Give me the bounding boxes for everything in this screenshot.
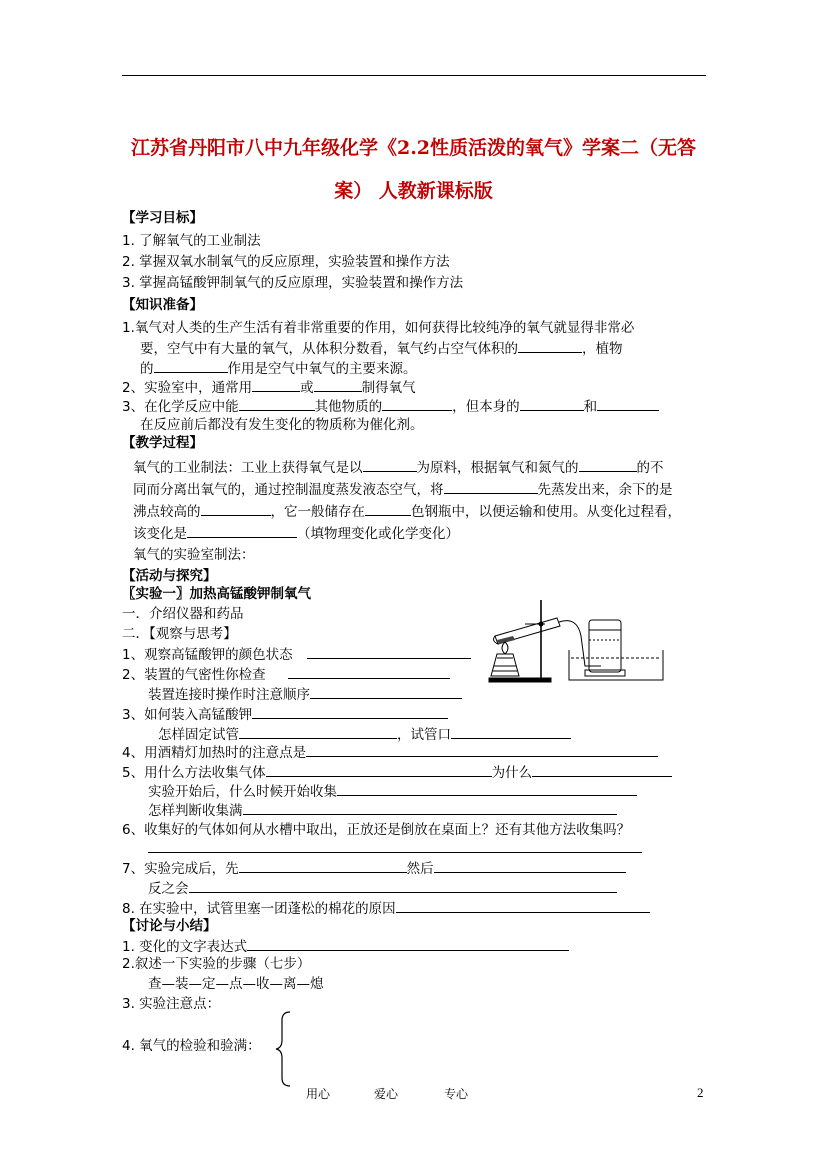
process-line: 同而分离出氧气的，通过控制温度蒸发液态空气，将 先蒸发出来，余下的是 [133,479,673,500]
discuss-2: 2.叙述一下实验的步骤（七步） [122,956,311,972]
question-8: 8. 在实验中，试管里塞一团蓬松的棉花的原因 [122,898,650,919]
process-line: 沸点较高的 ，它一般储存在 色钢瓶中，以便运输和使用。从变化过程看， [133,501,681,522]
goal-item: 1. 了解氧气的工业制法 [122,233,261,249]
question-3b: 怎样固定试管 ，试管口 [158,724,571,745]
prep-line: 要，空气中有大量的氧气，从体积分数看，氧气约占空气体积的 ，植物 [140,338,623,359]
goal-item: 3. 掌握高锰酸钾制氧气的反应原理，实验装置和操作方法 [122,275,464,291]
experiment-step: 二．【观察与思考】 [122,626,237,642]
discuss-4: 4. 氧气的检验和验满： [122,1038,261,1054]
section-discuss: 【讨论与小结】 [122,918,217,934]
question-4: 4、用酒精灯加热时的注意点是 [122,742,658,763]
question-6: 6、收集好的气体如何从水槽中取出，正放还是倒放在桌面上？还有其他方法收集吗？ [122,822,631,838]
page-number: 2 [697,1085,704,1100]
header-rule [122,75,706,76]
doc-title-line1: 江苏省丹阳市八中九年级化学《2.2性质活泼的氧气》学案二（无答 [130,137,697,159]
apparatus-diagram [485,596,680,684]
answer-line [148,852,642,853]
prep-line: 3、在化学反应中能 其他物质的 ，但本身的 和 [122,396,659,417]
prep-line: 2、实验室中，通常用 或 制得氧气 [122,377,416,398]
section-activity: 【活动与探究】 [122,568,217,584]
prep-line: 1.氧气对人类的生产生活有着非常重要的作用，如何获得比较纯净的氧气就显得非常必 [122,320,635,336]
question-2b: 装置连接时操作时注意顺序 [148,684,462,705]
footer-text: 用心 [306,1087,331,1101]
discuss-3: 3. 实验注意点： [122,996,221,1012]
process-line: 氧气的工业制法：工业上获得氧气是以 为原料，根据氧气和氮气的 的不 [133,457,664,478]
question-7c: 反之会 [148,878,617,899]
question-2: 2、装置的气密性你检查 [122,664,450,685]
curly-brace [274,1010,294,1088]
section-goals: 【学习目标】 [122,210,203,226]
question-7: 7、实验完成后，先 然后 [122,858,626,879]
question-5: 5、用什么方法收集气体 为什么 [122,762,672,783]
goal-item: 2. 掌握双氧水制氧气的反应原理，实验装置和操作方法 [122,254,450,270]
footer-text: 专心 [444,1087,469,1101]
process-line: 该变化是 （填物理变化或化学变化） [133,523,459,544]
experiment-step: 一．介绍仪器和药品 [122,606,244,622]
question-1: 1、观察高锰酸钾的颜色状态 [122,644,471,665]
question-3: 3、如何装入高锰酸钾 [122,704,448,725]
question-5c: 实验开始后，什么时候开始收集 [148,781,637,802]
footer-text: 爱心 [374,1087,399,1101]
discuss-1: 1. 变化的文字表达式 [122,936,569,957]
prep-line: 的 作用是空气中氧气的主要来源。 [140,358,417,379]
section-prep: 【知识准备】 [122,297,203,313]
section-process: 【教学过程】 [122,435,203,451]
experiment-title: 〖实验一〗加热高锰酸钾制氧气 [122,586,311,602]
question-5d: 怎样判断收集满 [148,800,617,821]
process-line: 氧气的实验室制法： [133,547,255,563]
prep-line: 在反应前后都没有发生变化的物质称为催化剂。 [140,417,424,433]
discuss-2b: 查—装—定—点—收—离—熄 [148,976,324,992]
doc-title-line2: 案） 人教新课标版 [334,180,493,202]
